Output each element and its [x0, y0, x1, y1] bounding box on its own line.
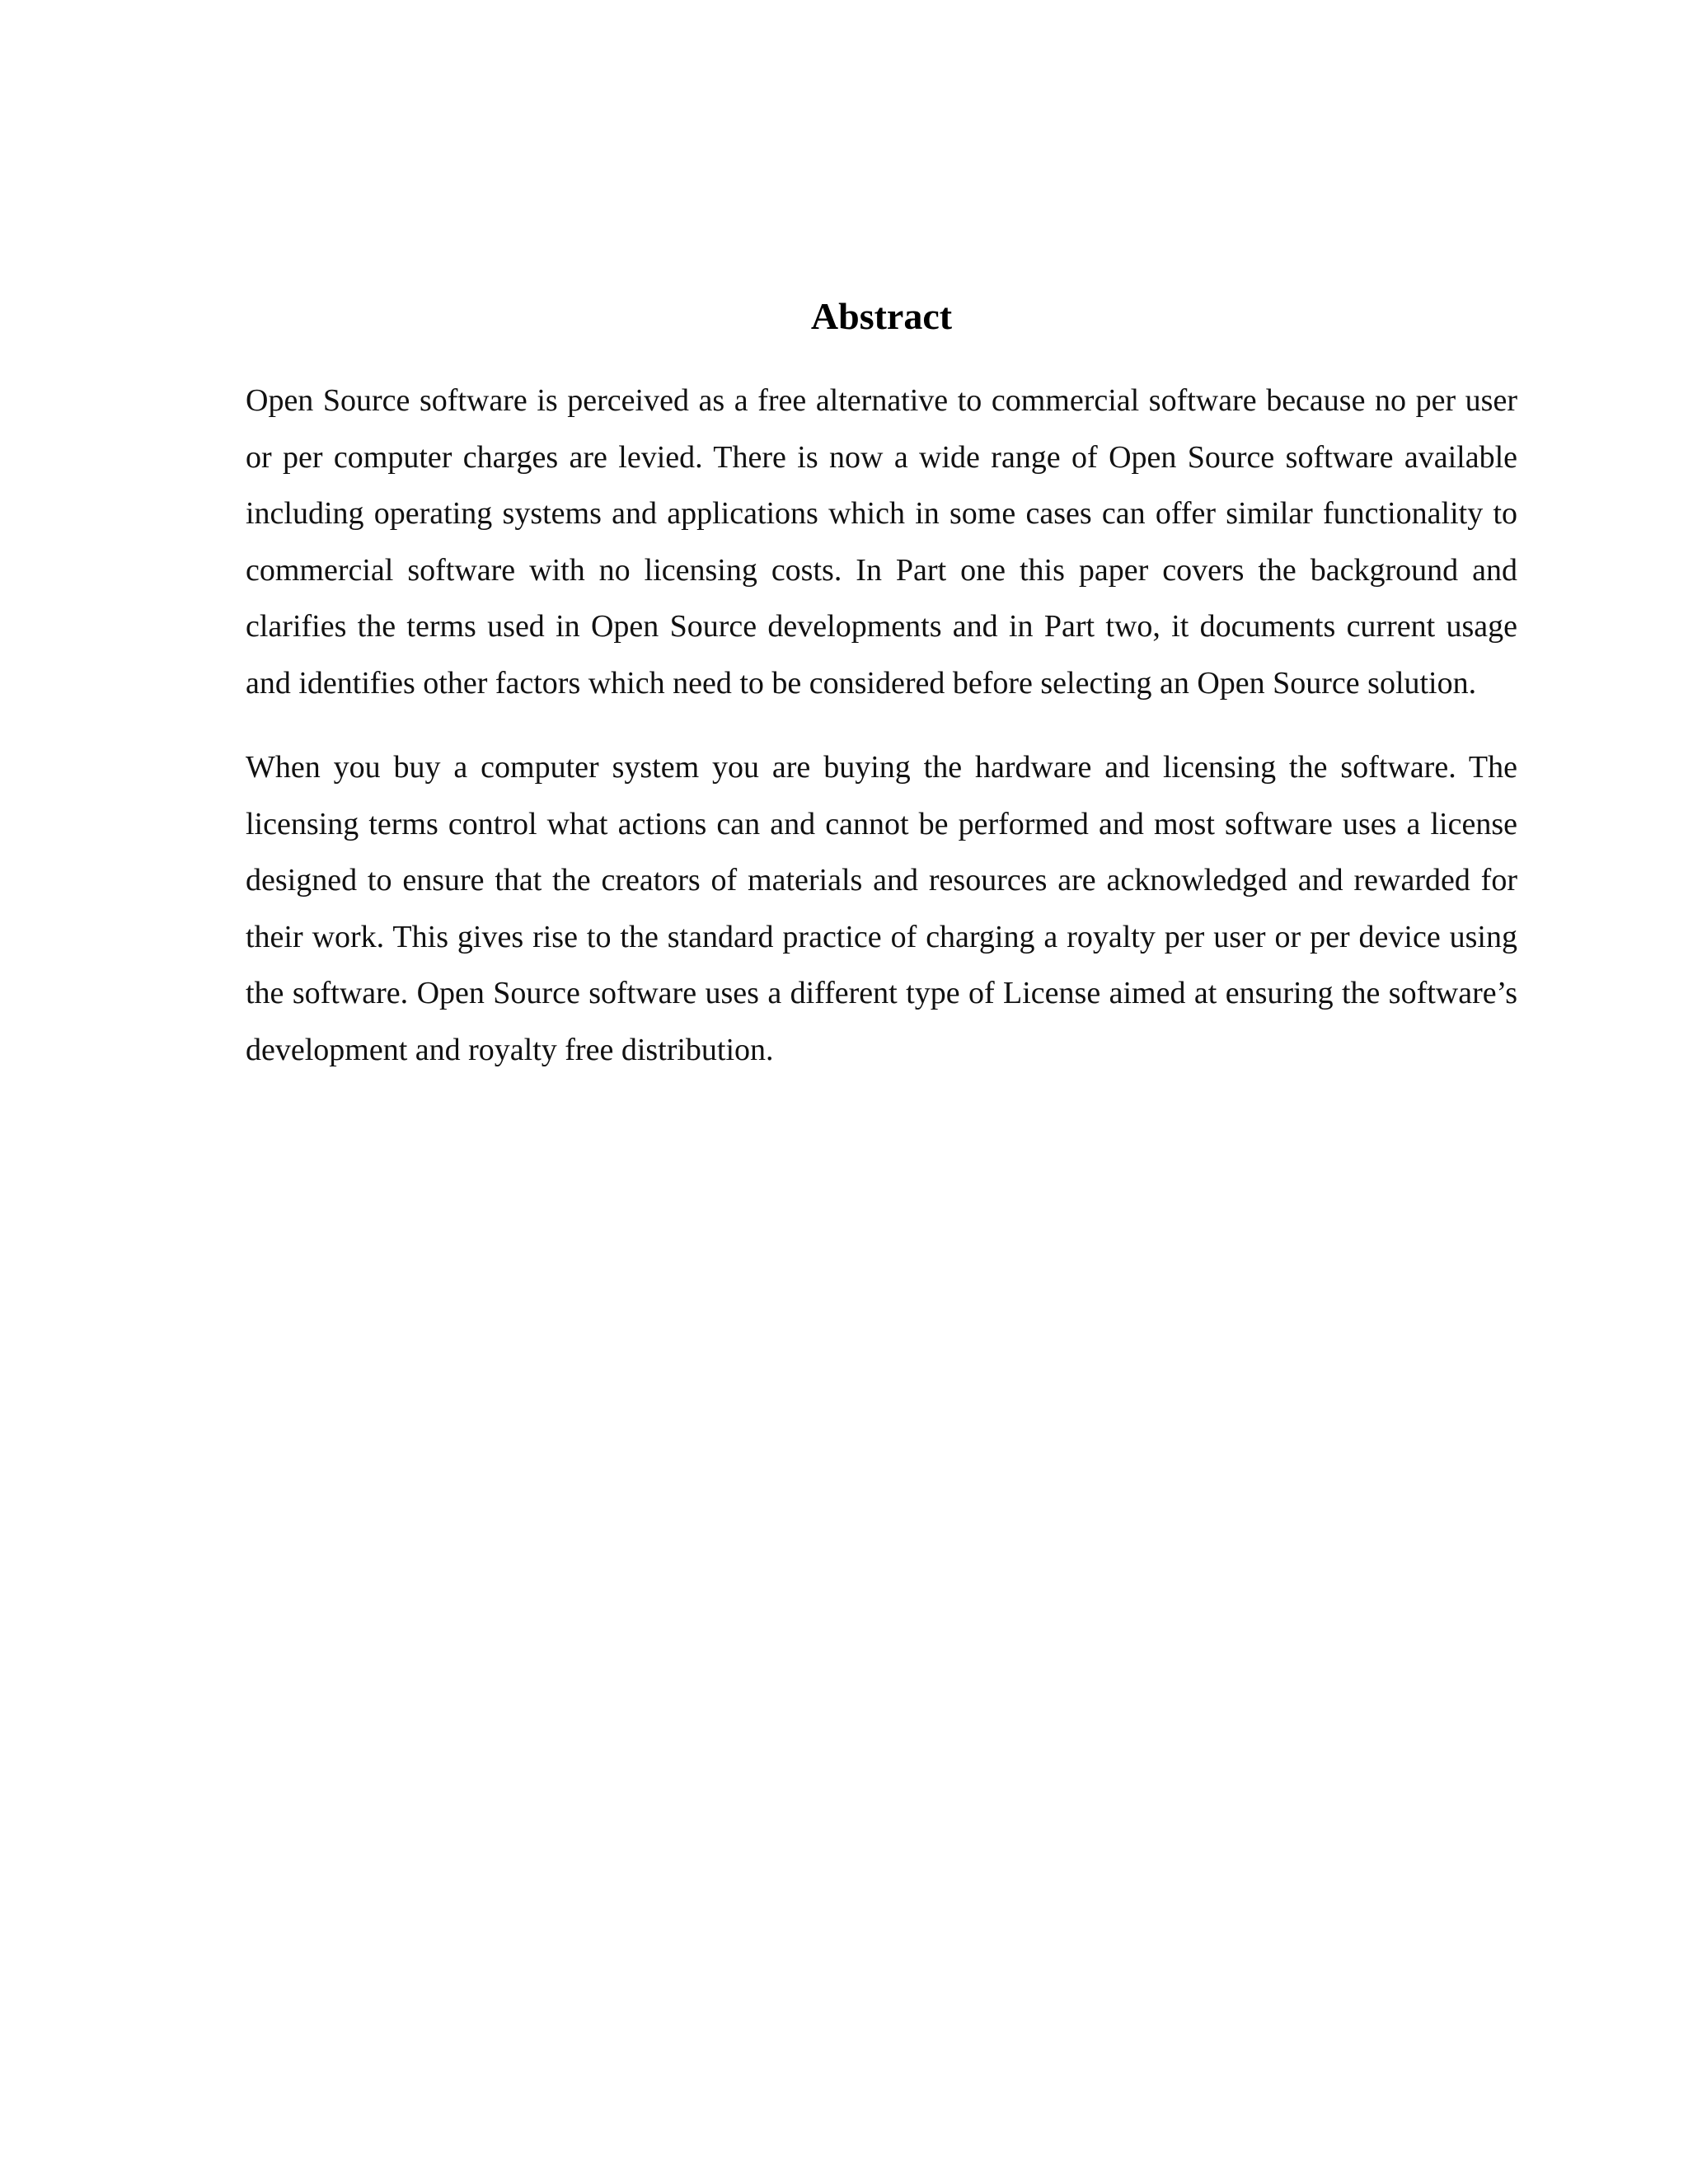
abstract-section: [246, 292, 1517, 1106]
abstract-paragraph-2: When you buy a computer system you are buying the hardware and licensing the software. The licensing terms control what actions can and cannot be performed and most software uses a license designed to ensure that the creators of materials and resources are acknowledged and rewarded for their work. This gives rise to the standard practice of charging a royalty per user or per device using the software. Open Source software uses a different type of License aimed at ensuring the software’s development and royalty free distribution.: [246, 750, 1517, 1067]
abstract-paragraph-1: Open Source software is perceived as a free alternative to commercial software because no per user or per computer charges are levied. There is now a wide range of Open Source software available including operating systems and applications which in some cases can offer similar functionality to commercial software with no licensing costs. In Part one this paper covers the background and clarifies the terms used in Open Source developments and in Part two, it documents current usage and identifies other factors which need to be considered before selecting an Open Source solution.: [246, 383, 1517, 701]
abstract-heading: Abstract: [810, 295, 953, 337]
